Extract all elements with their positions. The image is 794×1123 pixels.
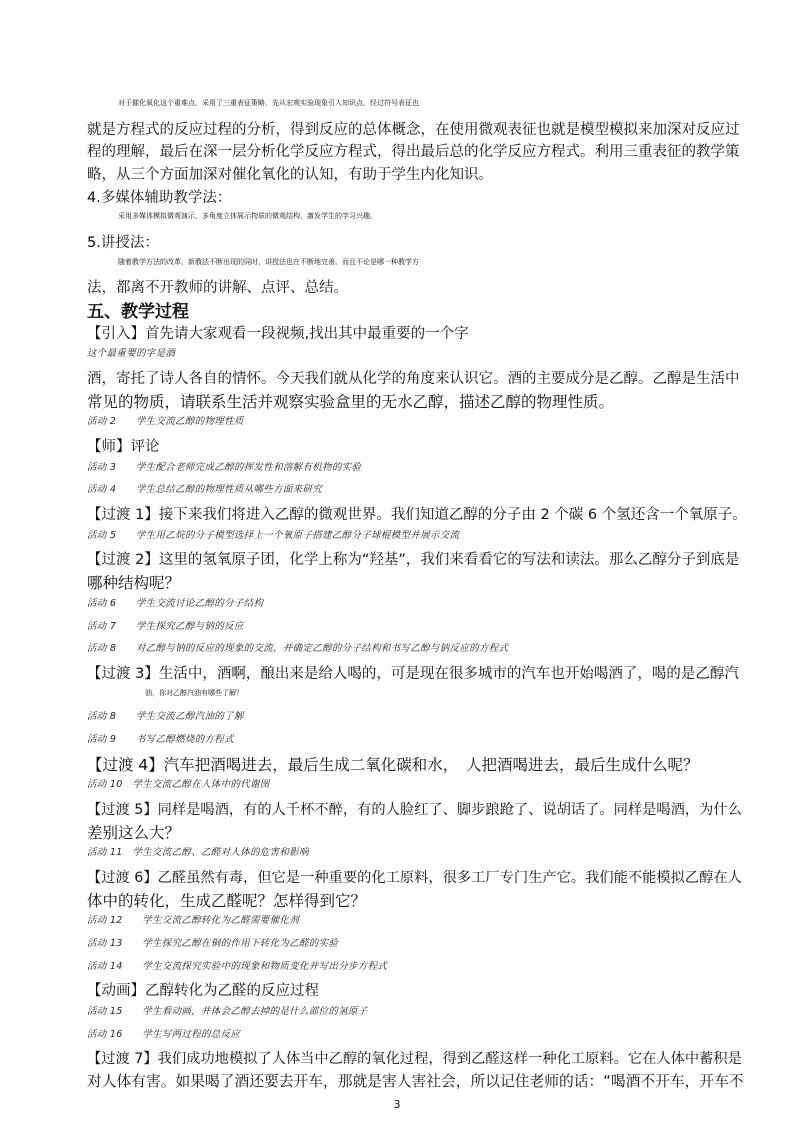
activity-line: 活动 3 学生配合老师完成乙醇的挥发性和溶解有机物的实验	[87, 461, 362, 473]
activity-line: 活动 11 学生交流乙醇、乙醛对人体的危害和影响	[87, 847, 309, 859]
teaching-step: 【过渡 1】接下来我们将进入乙醇的微观世界。我们知道乙醇的分子由 2 个碳 6 个氢还含一个氧原子。	[87, 507, 747, 524]
paragraph-line: 酒，寄托了诗人各自的情怀。今天我们就从化学的角度来认识它。酒的主要成分是乙醇。乙醇是生活中	[87, 371, 740, 388]
activity-line: 活动 8 对乙醇与钠的反应的现象的交流，并确定乙醇的分子结构和书写乙醇与钠反应的方程式	[87, 643, 509, 655]
paragraph-line: 对于催化氧化这个重难点，采用了三重表征策略，先从宏观实验现象引入知识点，经过符号表征也	[118, 99, 419, 107]
teaching-step: 【引入】首先请大家观看一段视频,找出其中最重要的一个字	[87, 325, 469, 342]
teaching-step: 【师】评论	[87, 439, 160, 456]
teaching-step: 【过渡 6】乙醛虽然有毒，但它是一种重要的化工原料，很多工厂专门生产它。我们能不能模拟乙醇在人	[87, 869, 742, 886]
paragraph-line: 随着教学方法的改革，新教法不断出现的同时，讲授法也在不断地完善。而且不论是哪一种教学方	[118, 257, 419, 266]
paragraph-line: 哪种结构呢？	[87, 574, 181, 593]
activity-line: 活动 8 学生交流乙醇汽油的了解	[87, 711, 244, 723]
teaching-step: 【过渡 7】我们成功地模拟了人体当中乙醇的氧化过程，得到乙醛这样一种化工原料。它在人体中蓄积是	[87, 1051, 742, 1068]
teaching-step: 【动画】乙醇转化为乙醛的反应过程	[87, 983, 319, 1000]
activity-line: 活动 10 学生交流乙醇在人体中的代谢图	[87, 779, 270, 791]
paragraph-line: 采用多媒体模拟微观演示，多角度立体展示物质的微观结构，激发学生的学习兴趣。	[118, 212, 377, 221]
activity-line: 活动 13 学生探究乙醇在铜的作用下转化为乙醛的实验	[87, 937, 339, 949]
activity-line: 活动 2 学生交流乙醇的物理性质	[87, 416, 244, 428]
section-heading: 五、教学过程	[87, 302, 189, 323]
paragraph-line: 差别这么大？	[87, 823, 181, 842]
activity-line: 活动 6 学生交流讨论乙醇的分子结构	[87, 597, 264, 609]
activity-line: 活动 9 书写乙醇燃烧的方程式	[87, 733, 234, 745]
activity-line: 活动 15 学生看动画，并体会乙醇去掉的是什么部位的氢原子	[87, 1005, 368, 1017]
subheading: 5.讲授法：	[87, 235, 159, 252]
paragraph-line: 常见的物质，请联系生活并观察实验盒里的无水乙醇，描述乙醇的物理性质。	[87, 392, 615, 411]
paragraph-line: 对人体有害。如果喝了酒还要去开车，那就是害人害社会，所以记住老师的话：“喝酒不开车，开车不	[87, 1073, 744, 1090]
paragraph-line: 法，都离不开教师的讲解、点评、总结。	[87, 280, 348, 297]
activity-line: 活动 5 学生用乙烷的分子模型选择上一个氧原子搭建乙醇分子球棍模型并展示交流	[87, 529, 460, 541]
paragraph-line: 程的理解，最后在深一层分析化学反应方程式，得出最后总的化学反应方程式。利用三重表征的教学策	[87, 144, 740, 161]
activity-line: 活动 4 学生总结乙醇的物理性质从哪些方面来研究	[87, 484, 323, 496]
activity-line: 这个最重要的字是酒	[87, 348, 176, 360]
paragraph-line: 就是方程式的反应过程的分析，得到反应的总体概念，在使用微观表征也就是模型模拟来加深对反应过	[87, 121, 740, 138]
paragraph-line: 略，从三个方面加深对催化氧化的认知，有助于学生内化知识。	[87, 167, 493, 184]
activity-line: 活动 16 学生写两过程的总反应	[87, 1028, 241, 1040]
subheading: 4.多媒体辅助教学法：	[87, 189, 232, 206]
paragraph-line: 油，你对乙醇汽油有哪些了解？	[145, 688, 243, 697]
activity-line: 活动 12 学生交流乙醇转化为乙醛需要催化剂	[87, 915, 300, 927]
paragraph-line: 体中的转化，生成乙醛呢？怎样得到它？	[87, 891, 367, 910]
page-number: 3	[393, 1098, 401, 1111]
teaching-step: 【过渡 5】同样是喝酒，有的人千杯不醉，有的人脸红了、脚步踉跄了、说胡话了。同样是喝酒，为什么	[87, 801, 742, 818]
activity-line: 活动 14 学生交流探究实验中的现象和物质变化并写出分步方程式	[87, 960, 388, 972]
teaching-step: 【过渡 4】汽车把酒喝进去，最后生成二氧化碳和水， 人把酒喝进去，最后生成什么呢？	[87, 755, 699, 774]
teaching-step: 【过渡 3】生活中，酒啊，酿出来是给人喝的，可是现在很多城市的汽车也开始喝酒了，喝的是乙醇汽	[87, 665, 739, 682]
teaching-step: 【过渡 2】这里的氢氧原子团，化学上称为“羟基”，我们来看看它的写法和读法。那么乙醇分子到底是	[87, 552, 740, 569]
activity-line: 活动 7 学生探究乙醇与钠的反应	[87, 620, 244, 632]
